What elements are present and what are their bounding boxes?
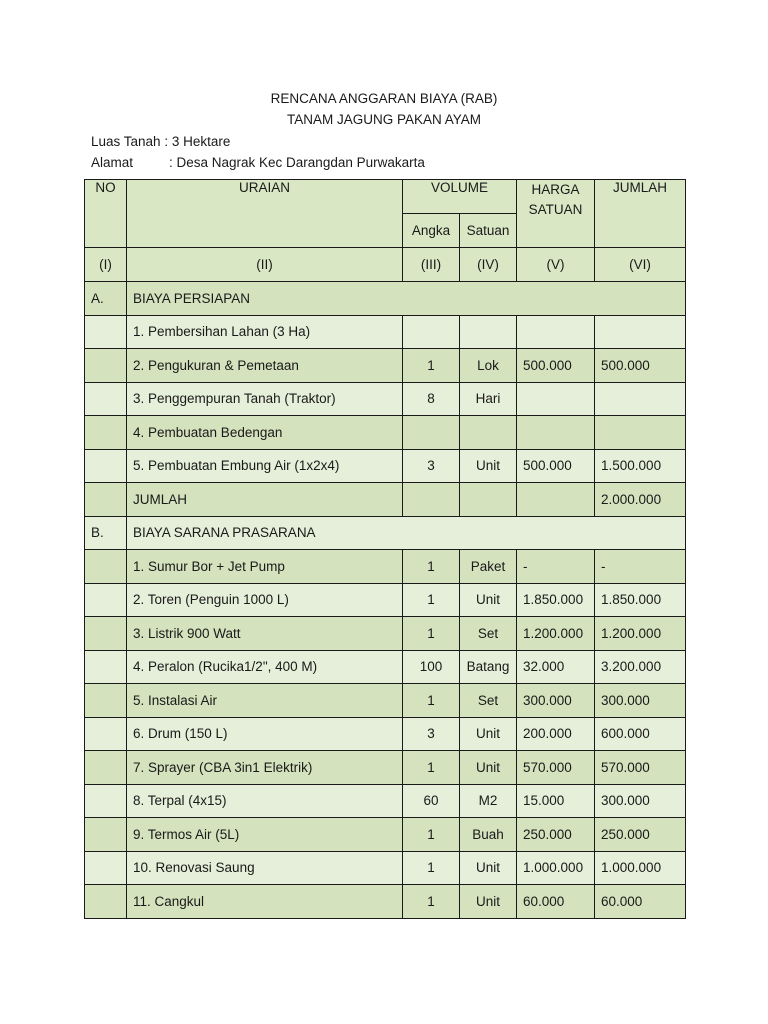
cell-no	[85, 416, 127, 450]
cell-angka: 1	[403, 617, 460, 651]
table-row	[85, 751, 686, 785]
cell-angka: 1	[403, 550, 460, 584]
cell-satuan: Set	[460, 617, 517, 651]
header-volume: VOLUME	[403, 180, 517, 214]
cell-jumlah	[595, 382, 686, 416]
cell-no	[85, 650, 127, 684]
cell-jumlah: -	[595, 550, 686, 584]
cell-angka	[403, 416, 460, 450]
numbering-v: (V)	[517, 248, 595, 282]
cell-satuan: Unit	[460, 449, 517, 483]
cell-harga: 570.000	[517, 751, 595, 785]
cell-angka: 1	[403, 851, 460, 885]
cell-harga	[517, 315, 595, 349]
cell-no	[85, 684, 127, 718]
numbering-i: (I)	[85, 248, 127, 282]
cell-harga: 200.000	[517, 717, 595, 751]
cell-harga: 60.000	[517, 885, 595, 919]
table-row	[85, 684, 686, 718]
cell-harga: 1.200.000	[517, 617, 595, 651]
cell-satuan: Paket	[460, 550, 517, 584]
cell-no	[85, 550, 127, 584]
header-satuan: Satuan	[460, 214, 517, 248]
cell-satuan: Buah	[460, 818, 517, 852]
header-uraian: URAIAN	[127, 180, 403, 248]
cell-uraian: 2. Toren (Penguin 1000 L)	[127, 583, 403, 617]
table-row	[85, 449, 686, 483]
cell-no	[85, 717, 127, 751]
numbering-vi: (VI)	[595, 248, 686, 282]
cell-no	[85, 349, 127, 383]
cell-harga: 250.000	[517, 818, 595, 852]
section-row	[85, 516, 686, 550]
rab-table	[84, 179, 686, 919]
cell-harga	[517, 382, 595, 416]
cell-uraian: 6. Drum (150 L)	[127, 717, 403, 751]
cell-angka: 1	[403, 684, 460, 718]
cell-no	[85, 617, 127, 651]
table-row	[85, 818, 686, 852]
header-no: NO	[85, 180, 127, 248]
cell-jumlah	[595, 416, 686, 450]
header-harga-satuan: HARGA SATUAN	[517, 180, 595, 248]
cell-harga: 300.000	[517, 684, 595, 718]
cell-uraian: 11. Cangkul	[127, 885, 403, 919]
table-row	[85, 717, 686, 751]
cell-angka: 3	[403, 717, 460, 751]
cell-jumlah: 1.850.000	[595, 583, 686, 617]
cell-no	[85, 885, 127, 919]
cell-satuan: Lok	[460, 349, 517, 383]
cell-no: B.	[85, 516, 127, 550]
cell-uraian: 4. Peralon (Rucika1/2", 400 M)	[127, 650, 403, 684]
cell-satuan	[460, 483, 517, 517]
cell-angka: 60	[403, 784, 460, 818]
cell-uraian: 10. Renovasi Saung	[127, 851, 403, 885]
numbering-iii: (III)	[403, 248, 460, 282]
cell-satuan: Unit	[460, 583, 517, 617]
table-row	[85, 483, 686, 517]
document-title: RENCANA ANGGARAN BIAYA (RAB)	[270, 91, 498, 106]
table-row	[85, 885, 686, 919]
cell-satuan: Unit	[460, 851, 517, 885]
cell-jumlah: 2.000.000	[595, 483, 686, 517]
cell-jumlah: 1.500.000	[595, 449, 686, 483]
cell-no	[85, 784, 127, 818]
cell-harga: 500.000	[517, 449, 595, 483]
table-row	[85, 315, 686, 349]
cell-jumlah: 500.000	[595, 349, 686, 383]
alamat-line	[91, 155, 425, 170]
cell-jumlah	[595, 315, 686, 349]
cell-uraian: JUMLAH	[127, 483, 403, 517]
cell-satuan: Unit	[460, 751, 517, 785]
section-row	[85, 282, 686, 316]
cell-section-title: BIAYA PERSIAPAN	[127, 282, 686, 316]
cell-no	[85, 483, 127, 517]
cell-satuan: Unit	[460, 885, 517, 919]
cell-satuan	[460, 315, 517, 349]
cell-no	[85, 818, 127, 852]
table-row	[85, 550, 686, 584]
table-row	[85, 784, 686, 818]
cell-uraian: 9. Termos Air (5L)	[127, 818, 403, 852]
cell-satuan	[460, 416, 517, 450]
cell-harga: 500.000	[517, 349, 595, 383]
cell-no	[85, 751, 127, 785]
cell-harga: 1.850.000	[517, 583, 595, 617]
table-row	[85, 416, 686, 450]
cell-no: A.	[85, 282, 127, 316]
cell-uraian: 7. Sprayer (CBA 3in1 Elektrik)	[127, 751, 403, 785]
cell-jumlah: 300.000	[595, 784, 686, 818]
cell-uraian: 3. Listrik 900 Watt	[127, 617, 403, 651]
header-jumlah: JUMLAH	[595, 180, 686, 248]
cell-angka: 100	[403, 650, 460, 684]
numbering-iv: (IV)	[460, 248, 517, 282]
header-angka: Angka	[403, 214, 460, 248]
cell-jumlah: 1.200.000	[595, 617, 686, 651]
alamat-value: : Desa Nagrak Kec Darangdan Purwakarta	[169, 155, 425, 170]
cell-no	[85, 382, 127, 416]
cell-satuan: Batang	[460, 650, 517, 684]
cell-no	[85, 315, 127, 349]
cell-angka	[403, 483, 460, 517]
cell-angka: 8	[403, 382, 460, 416]
cell-uraian: 5. Instalasi Air	[127, 684, 403, 718]
cell-uraian: 3. Penggempuran Tanah (Traktor)	[127, 382, 403, 416]
table-row	[85, 382, 686, 416]
cell-angka: 3	[403, 449, 460, 483]
cell-angka: 1	[403, 751, 460, 785]
luas-tanah: Luas Tanah : 3 Hektare	[91, 134, 231, 149]
cell-jumlah: 3.200.000	[595, 650, 686, 684]
cell-section-title: BIAYA SARANA PRASARANA	[127, 516, 686, 550]
cell-angka: 1	[403, 583, 460, 617]
cell-uraian: 1. Pembersihan Lahan (3 Ha)	[127, 315, 403, 349]
cell-jumlah: 600.000	[595, 717, 686, 751]
cell-harga: 1.000.000	[517, 851, 595, 885]
cell-uraian: 1. Sumur Bor + Jet Pump	[127, 550, 403, 584]
table-row	[85, 617, 686, 651]
table-row	[85, 583, 686, 617]
cell-harga: 32.000	[517, 650, 595, 684]
cell-angka: 1	[403, 349, 460, 383]
cell-satuan: M2	[460, 784, 517, 818]
cell-no	[85, 583, 127, 617]
cell-uraian: 2. Pengukuran & Pemetaan	[127, 349, 403, 383]
cell-no	[85, 851, 127, 885]
document-subtitle: TANAM JAGUNG PAKAN AYAM	[286, 112, 482, 127]
numbering-ii: (II)	[127, 248, 403, 282]
cell-jumlah: 250.000	[595, 818, 686, 852]
cell-jumlah: 60.000	[595, 885, 686, 919]
cell-angka: 1	[403, 885, 460, 919]
cell-uraian: 5. Pembuatan Embung Air (1x2x4)	[127, 449, 403, 483]
cell-angka	[403, 315, 460, 349]
cell-harga	[517, 483, 595, 517]
table-body	[85, 282, 686, 919]
table-row	[85, 349, 686, 383]
alamat-label: Alamat	[91, 155, 134, 170]
cell-jumlah: 570.000	[595, 751, 686, 785]
cell-satuan: Unit	[460, 717, 517, 751]
cell-satuan: Hari	[460, 382, 517, 416]
cell-harga	[517, 416, 595, 450]
cell-uraian: 4. Pembuatan Bedengan	[127, 416, 403, 450]
cell-angka: 1	[403, 818, 460, 852]
cell-jumlah: 300.000	[595, 684, 686, 718]
cell-jumlah: 1.000.000	[595, 851, 686, 885]
cell-harga: -	[517, 550, 595, 584]
cell-no	[85, 449, 127, 483]
cell-satuan: Set	[460, 684, 517, 718]
table-row	[85, 851, 686, 885]
cell-uraian: 8. Terpal (4x15)	[127, 784, 403, 818]
table-row	[85, 650, 686, 684]
cell-harga: 15.000	[517, 784, 595, 818]
